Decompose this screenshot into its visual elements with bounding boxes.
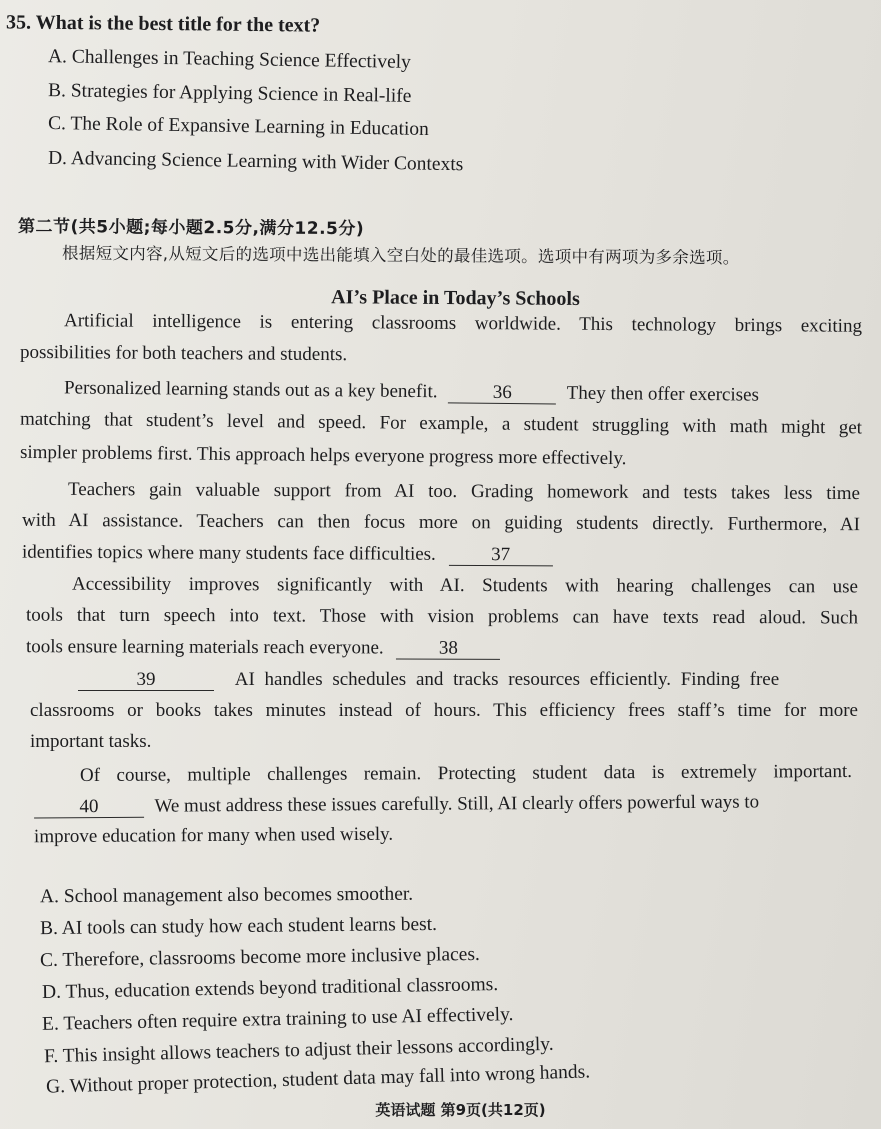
p5-text-after: AI handles schedules and tracks resources efficiently. Finding free <box>234 669 780 690</box>
blank-40[interactable]: 40 <box>34 797 144 819</box>
p4-line-1: Accessibility improves significantly with AI. Students with hearing challenges can use <box>71 573 859 598</box>
choice-e: E. Teachers often require extra training to use AI effectively. <box>41 1004 514 1035</box>
p6-text-after: We must address these issues carefully. Still, AI clearly offers powerful ways to <box>154 791 760 817</box>
question-35: 35. What is the best title for the text? <box>5 11 321 37</box>
p3-line-1: Teachers gain valuable support from AI too. Grading homework and tests takes less time <box>67 478 861 505</box>
p5-line-1 <box>78 668 858 692</box>
q35-option-b: B. Strategies for Applying Science in Real-life <box>47 80 412 107</box>
choice-b: B. AI tools can study how each student learns best. <box>39 913 438 940</box>
p2-line-3: simpler problems first. This approach helps everyone progress more effectively. <box>19 441 627 470</box>
p3-line-3 <box>22 541 553 568</box>
blank-38[interactable]: 38 <box>396 638 500 659</box>
p6-line-2 <box>34 790 759 819</box>
p4-line-3 <box>26 635 501 661</box>
p4-text-before: tools ensure learning materials reach everyone. <box>25 636 384 659</box>
p3-line-2: with AI assistance. Teachers can then focus more on guiding students directly. Furthermore, AI <box>21 509 861 536</box>
p1-line-1: Artificial intelligence is entering classrooms worldwide. This technology brings exciting <box>63 310 863 337</box>
choice-d: D. Thus, education extends beyond traditional classrooms. <box>41 974 499 1003</box>
section-heading: 第二节(共5小题;每小题2.5分,满分12.5分) <box>17 216 365 240</box>
p2-text-after: They then offer exercises <box>566 382 760 406</box>
choice-c: C. Therefore, classrooms become more inclusive places. <box>39 943 480 972</box>
p1-line-2: possibilities for both teachers and students. <box>19 341 348 366</box>
p2-line-1 <box>64 376 759 407</box>
choice-f: F. This insight allows teachers to adjust their lessons accordingly. <box>43 1033 554 1068</box>
p6-line-1: Of course, multiple challenges remain. Protecting student data is extremely important. <box>79 760 853 787</box>
p3-text-before: identifies topics where many students face difficulties. <box>21 541 436 565</box>
page-footer: 英语试题 第9页(共12页) <box>375 1101 546 1119</box>
p5-line-3: important tasks. <box>30 731 152 752</box>
q35-option-d: D. Advancing Science Learning with Wider Contexts <box>47 147 464 176</box>
blank-37[interactable]: 37 <box>449 545 553 567</box>
p5-line-2: classrooms or books takes minutes instead of hours. This efficiency frees staff’s time for more <box>30 700 858 721</box>
p6-line-3: improve education for many when used wisely. <box>33 823 394 848</box>
q35-option-c: C. The Role of Expansive Learning in Education <box>47 113 430 140</box>
choice-g: G. Without proper protection, student data may fall into wrong hands. <box>45 1061 591 1098</box>
blank-36[interactable]: 36 <box>448 382 556 404</box>
section-instruction: 根据短文内容,从短文后的选项中选出能填入空白处的最佳选项。选项中有两项为多余选项。 <box>61 243 740 268</box>
q35-option-a: A. Challenges in Teaching Science Effectively <box>47 46 412 73</box>
p2-line-2: matching that student’s level and speed. For example, a student struggling with math might get <box>19 408 863 439</box>
choice-a: A. School management also becomes smoother. <box>39 883 414 908</box>
p4-line-2: tools that turn speech into text. Those with vision problems can have texts read aloud. Such <box>25 604 859 629</box>
p2-text-before: Personalized learning stands out as a key benefit. <box>63 377 438 403</box>
blank-39[interactable]: 39 <box>78 670 214 691</box>
passage-title: AI’s Place in Today’s Schools <box>331 286 580 310</box>
